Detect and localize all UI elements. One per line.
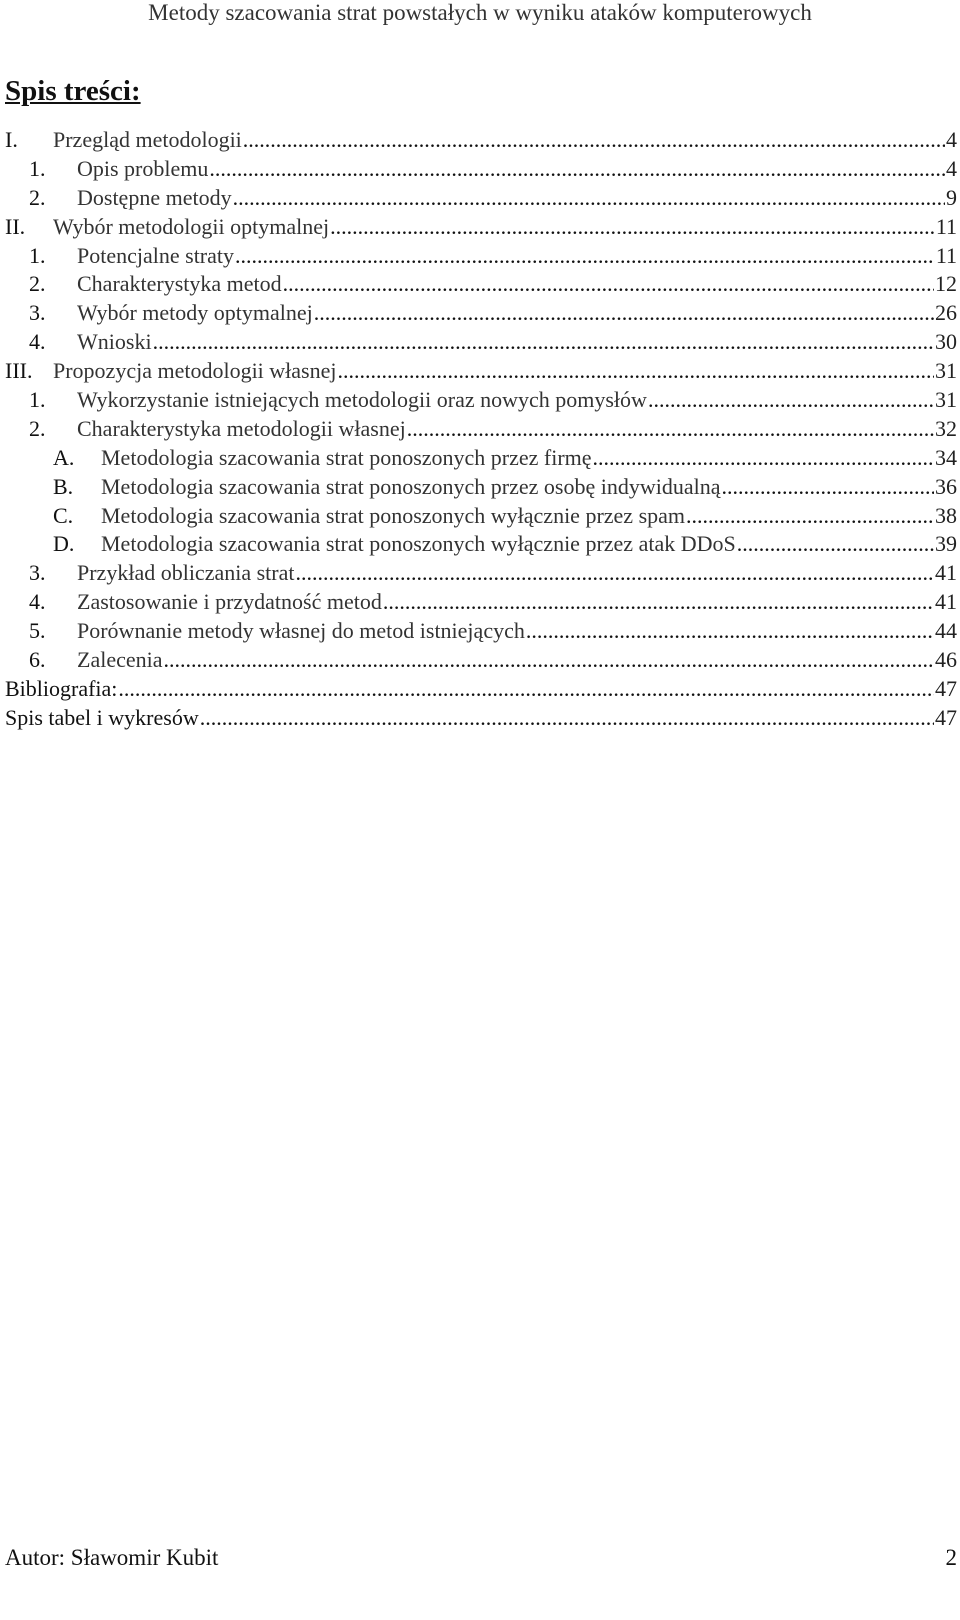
toc-dot-leader (295, 559, 934, 588)
toc-entry-title: Spis tabel i wykresów (5, 704, 199, 730)
toc-entry-page: 34 (935, 444, 957, 470)
toc-entry-page: 41 (935, 589, 957, 615)
toc-dot-leader (314, 299, 934, 328)
toc-entry-page: 32 (935, 415, 957, 441)
running-header: Metody szacowania strat powstałych w wyniku ataków komputerowych (148, 0, 812, 25)
toc-entry[interactable] (5, 559, 957, 588)
toc-entry[interactable] (5, 184, 957, 213)
toc-dot-leader (235, 242, 935, 271)
toc-entry-number: 3. (29, 560, 46, 586)
toc-entry-page: 11 (935, 213, 957, 239)
toc-entry[interactable] (5, 328, 957, 357)
toc-entry-title: Charakterystyka metod (77, 271, 282, 297)
toc-entry-page: 4 (946, 127, 957, 152)
toc-entry-number: C. (53, 502, 74, 528)
toc-entry-number: 1. (29, 155, 46, 181)
toc-entry-page: 30 (935, 329, 957, 355)
toc-dot-leader (209, 155, 945, 184)
toc-entry-number: 1. (29, 242, 46, 268)
toc-entry-number: 2. (29, 271, 46, 297)
toc-dot-leader (200, 704, 934, 733)
toc-entry-page: 36 (935, 473, 957, 499)
toc-entry-page: 44 (935, 618, 957, 644)
toc-dot-leader (593, 444, 934, 473)
toc-entry-number: III. (5, 358, 33, 384)
toc-entry[interactable] (5, 444, 957, 473)
toc-entry-page: 46 (935, 647, 957, 673)
toc-entry-title: Propozycja metodologii własnej (53, 358, 337, 384)
toc-dot-leader (648, 386, 934, 415)
toc-entry[interactable] (5, 530, 957, 559)
toc-entry-title: Przegląd metodologii (53, 127, 242, 152)
toc-entry-title: Metodologia szacowania strat ponoszonych wyłącznie przez spam (101, 502, 686, 528)
toc-dot-leader (164, 646, 935, 675)
toc-entry-title: Metodologia szacowania strat ponoszonych przez firmę (101, 444, 592, 470)
toc-entry[interactable] (5, 126, 957, 155)
toc-entry-title: Wykorzystanie istniejących metodologii oraz nowych pomysłów (77, 387, 647, 413)
toc-entry-title: Wnioski (77, 329, 152, 355)
footer-page-number: 2 (945, 1545, 957, 1570)
toc-entry-page: 4 (946, 155, 957, 181)
toc-entry-page: 12 (935, 271, 957, 297)
toc-entry[interactable] (5, 473, 957, 502)
toc-entry-number: 5. (29, 618, 46, 644)
toc-entry-number: B. (53, 473, 74, 499)
toc-entry-title: Zastosowanie i przydatność metod (77, 589, 382, 615)
toc-entry[interactable] (5, 617, 957, 646)
toc-dot-leader (330, 213, 935, 242)
toc-entry-title: Porównanie metody własnej do metod istniejących (77, 618, 525, 644)
toc-entry-title: Metodologia szacowania strat ponoszonych wyłącznie przez atak DDoS (101, 531, 736, 557)
toc-entry-title: Wybór metodologii optymalnej (53, 213, 330, 239)
toc-entry-page: 38 (935, 502, 957, 528)
toc-entry-title: Opis problemu (77, 155, 209, 181)
toc-entry-page: 31 (935, 387, 957, 413)
toc-entry-number: I. (5, 127, 18, 152)
toc-dot-leader (686, 502, 934, 531)
toc-dot-leader (526, 617, 934, 646)
toc-entry[interactable] (5, 588, 957, 617)
toc-entry-title: Przykład obliczania strat (77, 560, 295, 586)
toc-dot-leader (383, 588, 934, 617)
toc-entry-page: 41 (935, 560, 957, 586)
toc-entry[interactable] (5, 299, 957, 328)
toc-dot-leader (737, 530, 934, 559)
toc-entry-page: 47 (935, 704, 957, 730)
toc-entry-title: Metodologia szacowania strat ponoszonych przez osobę indywidualną (101, 473, 721, 499)
toc-entry-number: 4. (29, 589, 46, 615)
toc-dot-leader (118, 675, 934, 704)
toc-entry-page: 47 (935, 675, 957, 701)
toc-entry[interactable] (5, 270, 957, 299)
toc-entry[interactable] (5, 415, 957, 444)
toc-entry[interactable] (5, 155, 957, 184)
table-of-contents (5, 126, 957, 733)
toc-entry-page: 11 (935, 242, 957, 268)
toc-entry-title: Bibliografia: (5, 675, 118, 701)
toc-entry-page: 31 (935, 358, 957, 384)
toc-entry-title: Charakterystyka metodologii własnej (77, 415, 406, 441)
toc-entry-number: 2. (29, 415, 46, 441)
toc-entry-page: 26 (935, 300, 957, 326)
toc-dot-leader (233, 184, 945, 213)
toc-dot-leader (283, 270, 934, 299)
toc-entry-number: A. (53, 444, 75, 470)
toc-entry[interactable] (5, 357, 957, 386)
toc-dot-leader (338, 357, 935, 386)
toc-entry[interactable] (5, 213, 957, 242)
toc-entry-number: 2. (29, 184, 46, 210)
toc-entry-page: 9 (946, 184, 957, 210)
toc-entry-title: Potencjalne straty (77, 242, 235, 268)
toc-entry-number: 4. (29, 329, 46, 355)
toc-entry-title: Zalecenia (77, 647, 163, 673)
toc-entry[interactable] (5, 675, 957, 704)
toc-dot-leader (243, 126, 945, 155)
toc-entry[interactable] (5, 704, 957, 733)
toc-entry[interactable] (5, 242, 957, 271)
toc-dot-leader (407, 415, 934, 444)
toc-entry-page: 39 (935, 531, 957, 557)
toc-entry[interactable] (5, 646, 957, 675)
footer-author: Autor: Sławomir Kubit (5, 1545, 219, 1570)
toc-entry-title: Dostępne metody (77, 184, 232, 210)
toc-entry-number: II. (5, 213, 26, 239)
toc-dot-leader (721, 473, 934, 502)
toc-dot-leader (153, 328, 934, 357)
toc-entry[interactable] (5, 502, 957, 531)
toc-entry-number: D. (53, 531, 75, 557)
toc-entry-number: 1. (29, 387, 46, 413)
toc-entry-number: 3. (29, 300, 46, 326)
toc-entry[interactable] (5, 386, 957, 415)
toc-entry-title: Wybór metody optymalnej (77, 300, 313, 326)
running-footer (5, 1544, 957, 1572)
toc-heading: Spis treści: (5, 75, 141, 107)
toc-entry-number: 6. (29, 647, 46, 673)
